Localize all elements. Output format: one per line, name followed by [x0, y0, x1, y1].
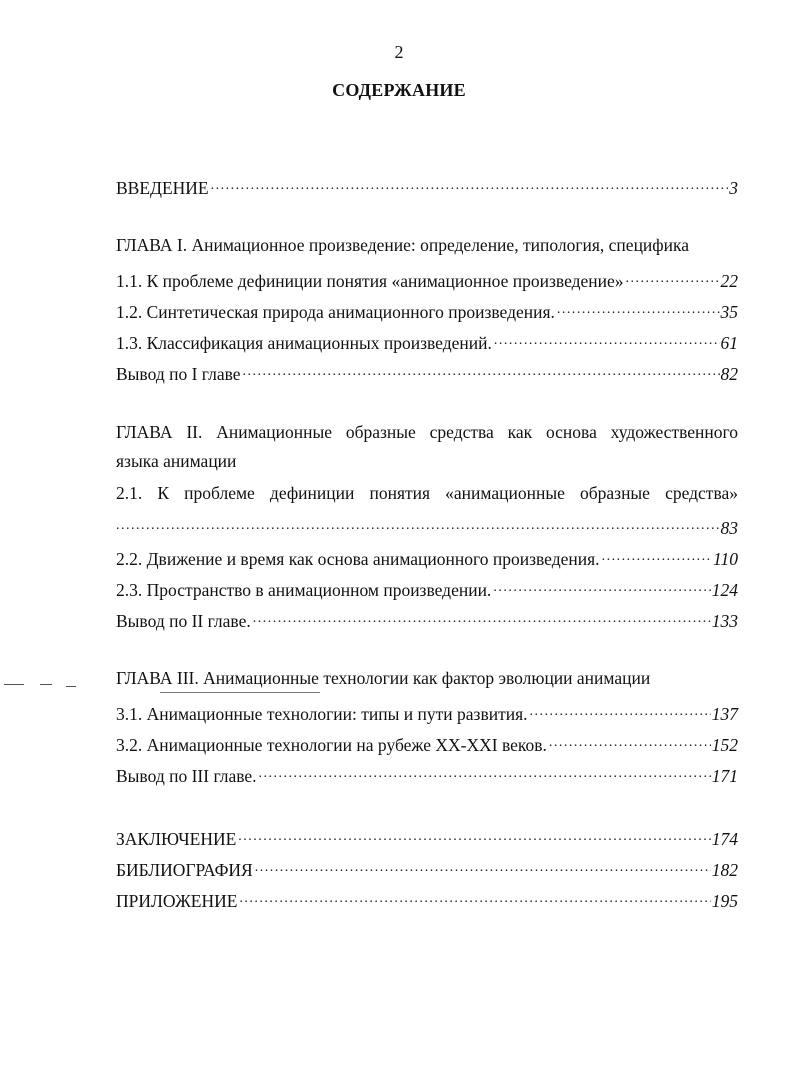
toc-entry-label: ЗАКЛЮЧЕНИЕ [116, 829, 237, 849]
toc-entry-intro [116, 172, 738, 198]
leader-dots [239, 885, 710, 907]
toc-entry-label: 3.2. Анимационные технологии на рубеже XX-XXI веков. [116, 735, 547, 755]
toc-entry-page: 22 [720, 271, 738, 291]
toc-entry-page: 182 [711, 860, 738, 880]
toc-entry-page: 137 [711, 704, 738, 724]
toc-entry-label: 1.1. К проблеме дефиниции понятия «анимационное произведение» [116, 271, 624, 291]
leader-dots [557, 296, 720, 318]
scan-artifact-line [4, 684, 24, 685]
toc-entry-conclusion [116, 823, 738, 849]
toc-entry [116, 574, 738, 600]
toc-entry [116, 698, 738, 724]
toc-entry-label: ПРИЛОЖЕНИЕ [116, 891, 238, 911]
toc-entry [116, 512, 738, 538]
toc-entry-label: ВВЕДЕНИЕ [116, 178, 209, 198]
toc-entry [116, 729, 738, 755]
scan-artifact-line [66, 686, 76, 687]
leader-dots [493, 574, 710, 596]
toc-entry-page: 171 [711, 766, 738, 786]
toc-entry-label: 3.1. Анимационные технологии: типы и пути развития. [116, 704, 528, 724]
toc-entry-page: 152 [711, 735, 738, 755]
toc-entry-label: Вывод по I главе [116, 364, 241, 384]
leader-dots [626, 265, 720, 287]
toc-entry-appendix [116, 885, 738, 911]
leader-dots [494, 327, 720, 349]
leader-dots [243, 358, 720, 380]
toc-entry-page: 82 [720, 364, 738, 384]
toc-entry [116, 605, 738, 631]
toc-entry [116, 327, 738, 353]
toc-entry [116, 265, 738, 291]
chapter-heading-1: ГЛАВА I. Анимационное произведение: определение, типология, специфика [116, 235, 690, 255]
toc-entry-label: БИБЛИОГРАФИЯ [116, 860, 253, 880]
chapter-heading-2-continuation: языка анимации [116, 451, 237, 471]
toc-entry-label: Вывод по III главе. [116, 766, 257, 786]
scan-artifact-line [40, 684, 52, 685]
toc-entry-label: 1.3. Классификация анимационных произведений. [116, 333, 492, 353]
leader-dots [259, 760, 711, 782]
toc-entry-label: Вывод по II главе. [116, 611, 251, 631]
page-number: 2 [394, 42, 404, 62]
toc-entry [116, 543, 738, 569]
toc-entry-label: 2.2. Движение и время как основа анимационного произведения. [116, 549, 600, 569]
leader-dots [549, 729, 711, 751]
toc-entry [116, 296, 738, 322]
leader-dots [253, 605, 711, 627]
leader-dots [116, 512, 720, 534]
toc-entry-label: 1.2. Синтетическая природа анимационного произведения. [116, 302, 555, 322]
chapter-heading-3: ГЛАВА III. Анимационные технологии как фактор эволюции анимации [116, 668, 651, 688]
chapter-heading-2: ГЛАВА II. Анимационные образные средства как основа художественного [116, 422, 738, 442]
toc-entry-label-multiline: 2.1. К проблеме дефиниции понятия «анимационные образные средства» [116, 483, 738, 503]
toc-entry-page: 83 [720, 518, 738, 538]
leader-dots [602, 543, 712, 565]
toc-entry-label: 2.3. Пространство в анимационном произведении. [116, 580, 492, 600]
toc-entry [116, 760, 738, 786]
leader-dots [238, 823, 710, 845]
toc-entry-page: 174 [711, 829, 738, 849]
toc-entry-page: 195 [711, 891, 738, 911]
toc-entry-page: 110 [713, 549, 738, 569]
leader-dots [211, 172, 729, 194]
leader-dots [530, 698, 711, 720]
toc-entry-page: 124 [711, 580, 738, 600]
toc-entry-page: 61 [720, 333, 738, 353]
toc-entry-page: 35 [720, 302, 738, 322]
toc-entry-page: 3 [729, 178, 738, 198]
toc-entry-page: 133 [711, 611, 738, 631]
leader-dots [255, 854, 711, 876]
toc-entry [116, 358, 738, 384]
toc-entry-bibliography [116, 854, 738, 880]
scan-artifact-line [160, 692, 320, 693]
page-title: СОДЕРЖАНИЕ [332, 80, 466, 100]
